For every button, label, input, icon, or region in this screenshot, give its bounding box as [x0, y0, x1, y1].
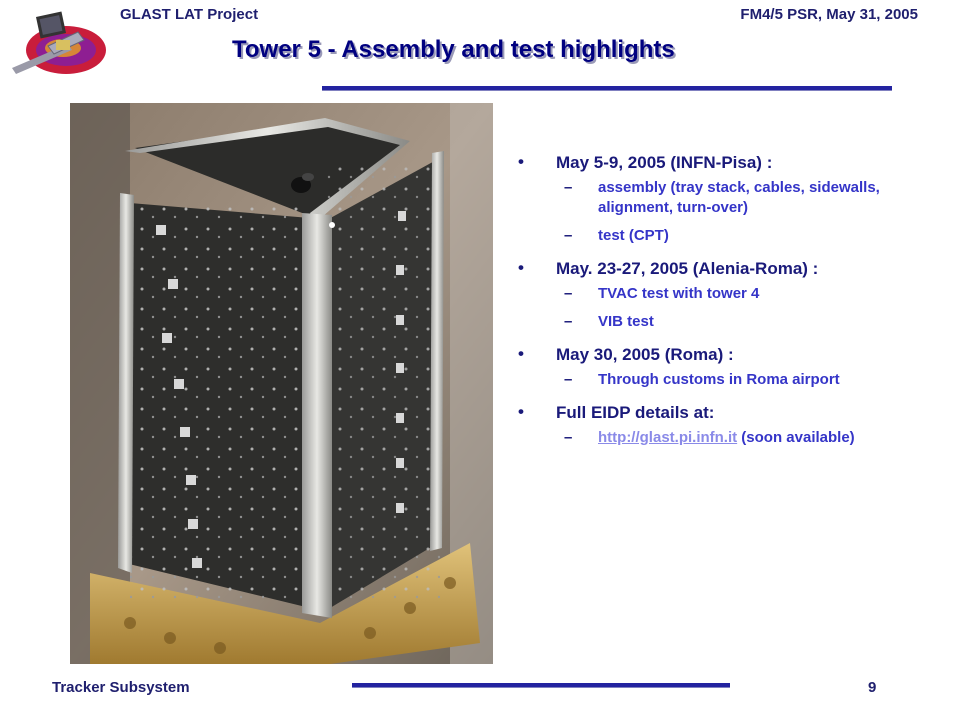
dash-marker: – [564, 371, 573, 388]
sub-item [556, 312, 938, 332]
bullet-item [518, 344, 938, 390]
sub-text: VIB test [598, 313, 654, 330]
sub-list [556, 178, 938, 246]
sub-item [556, 178, 938, 218]
sub-list [556, 284, 938, 332]
sub-text: (soon available) [737, 429, 855, 446]
sub-list [556, 370, 938, 390]
slide-title: Tower 5 - Assembly and test highlights [232, 36, 675, 63]
dash-marker: – [564, 429, 573, 446]
dash-marker: – [564, 227, 573, 244]
bullet-text: May 30, 2005 (Roma) : [556, 345, 734, 364]
bullet-item [518, 402, 938, 448]
dash-marker: – [564, 285, 573, 302]
sub-item [556, 226, 938, 246]
meeting-info: FM4/5 PSR, May 31, 2005 [740, 6, 918, 23]
sub-text: test (CPT) [598, 227, 669, 244]
sub-text: TVAC test with tower 4 [598, 285, 760, 302]
bullet-dot: • [518, 258, 524, 277]
bullet-dot: • [518, 402, 524, 421]
bullet-text: May 5-9, 2005 (INFN-Pisa) : [556, 153, 773, 172]
sub-item [556, 370, 938, 390]
project-name: GLAST LAT Project [120, 6, 259, 23]
footer-subsystem: Tracker Subsystem [52, 679, 190, 696]
bullet-text: May. 23-27, 2005 (Alenia-Roma) : [556, 259, 819, 278]
sub-list [556, 428, 938, 448]
bullet-dot: • [518, 152, 524, 171]
sub-item [556, 428, 938, 448]
sub-item [556, 284, 938, 304]
dash-marker: – [564, 179, 573, 196]
sub-text: assembly (tray stack, cables, sidewalls, alignment, turn-over) [598, 179, 880, 216]
tower-photo [70, 103, 493, 664]
bullet-list [518, 152, 938, 460]
footer-rule [352, 683, 730, 688]
page-number: 9 [868, 679, 877, 696]
title-underline [322, 86, 892, 91]
eidp-link[interactable]: http://glast.pi.infn.it [598, 429, 738, 446]
dash-marker: – [564, 313, 573, 330]
bullet-dot: • [518, 344, 524, 363]
bullet-item [518, 258, 938, 332]
sub-text: Through customs in Roma airport [598, 371, 840, 388]
bullet-item [518, 152, 938, 246]
bullet-text: Full EIDP details at: [556, 403, 715, 422]
glast-logo-icon [8, 6, 108, 78]
